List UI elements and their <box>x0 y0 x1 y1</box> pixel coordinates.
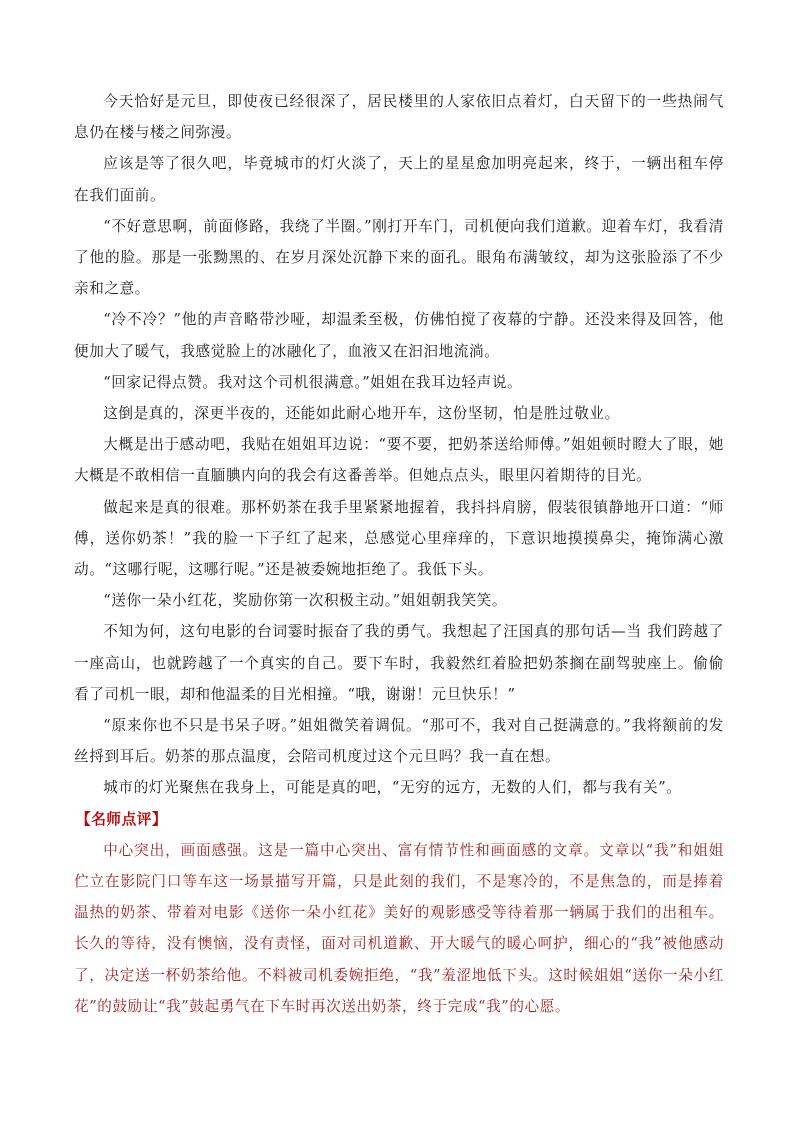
review-heading: 【名师点评】 <box>76 810 168 828</box>
article-paragraph-7: 大概是出于感动吧，我贴在姐姐耳边说：“要不要，把奶茶送给师傅。”姐姐顿时瞪大了眼，她大概是不敢相信一直腼腆内向的我会有这番善举。但她点点头，眼里闪着期待的目光。 <box>74 436 724 485</box>
article-paragraph-11: “原来你也不只是书呆子呀。”姐姐微笑着调侃。“那可不，我对自己挺满意的。”我将额前的发丝捋到耳后。奶茶的那点温度，会陪司机度过这个元旦吗？我一直在想。 <box>74 717 724 766</box>
review-text: 中心突出，画面感强。这是一篇中心突出、富有情节性和画面感的文章。文章以“我”和姐姐伫立在影院门口等车这一场景描写开篇，只是此刻的我们，不是寒冷的，不是焦急的，而是捧着温热的奶茶、带着对电影《送你一朵小红花》美好的观影感受等待着那一辆属于我们的出租车。长久的等待，没有懊恼，没有责怪，面对司机道歉、开大暖气的暖心呵护，细心的“我”被他感动了，决定送一杯奶茶给他。不料被司机委婉拒绝，“我”羞涩地低下头。这时候姐姐“送你一朵小红花”的鼓励让“我”鼓起勇气在下车时再次送出奶茶，终于完成“我”的心愿。 <box>74 841 724 1015</box>
article-paragraph-3: “不好意思啊，前面修路，我绕了半圈。”刚打开车门，司机便向我们道歉。迎着车灯，我看清了他的脸。那是一张黝黑的、在岁月深处沉静下来的面孔。眼角布满皱纹，却为这张脸添了不少亲和之意。 <box>74 217 724 298</box>
document-page <box>74 86 724 1022</box>
article-paragraph-6: 这倒是真的，深更半夜的，还能如此耐心地开车，这份坚韧，怕是胜过敬业。 <box>103 405 620 423</box>
article-paragraph-8: 做起来是真的很难。那杯奶茶在我手里紧紧地握着，我抖抖肩膀，假装很镇静地开口道：“师傅，送你奶茶！”我的脸一下子红了起来，总感觉心里痒痒的，下意识地摸摸鼻尖，掩饰满心激动。“这哪行呢，这哪行呢。”还是被委婉地拒绝了。我低下头。 <box>74 498 724 579</box>
article-paragraph-4: “冷不冷？”他的声音略带沙哑，却温柔至极，仿佛怕搅了夜幕的宁静。还没来得及回答，他便加大了暖气，我感觉脸上的冰融化了，血液又在汩汩地流淌。 <box>74 311 724 360</box>
article-paragraph-12: 城市的灯光聚焦在我身上，可能是真的吧，“无穷的远方，无数的人们，都与我有关”。 <box>103 779 682 797</box>
article-paragraph-9: “送你一朵小红花，奖励你第一次积极主动。”姐姐朝我笑笑。 <box>103 592 508 610</box>
article-paragraph-2: 应该是等了很久吧，毕竟城市的灯火淡了，天上的星星愈加明亮起来，终于，一辆出租车停在我们面前。 <box>74 155 724 204</box>
article-paragraph-1: 今天恰好是元旦，即使夜已经很深了，居民楼里的人家依旧点着灯，白天留下的一些热闹气息仍在楼与楼之间弥漫。 <box>74 93 724 142</box>
article-paragraph-10: 不知为何，这句电影的台词霎时振奋了我的勇气。我想起了汪国真的那句话—当 我们跨越了一座高山，也就跨越了一个真实的自己。要下车时，我毅然红着脸把奶茶搁在副驾驶座上。偷偷看了司机一眼，却和他温柔的目光相撞。“哦，谢谢！元旦快乐！” <box>74 623 724 703</box>
article-paragraph-5: “回家记得点赞。我对这个司机很满意。”姐姐在我耳边轻声说。 <box>103 373 523 391</box>
